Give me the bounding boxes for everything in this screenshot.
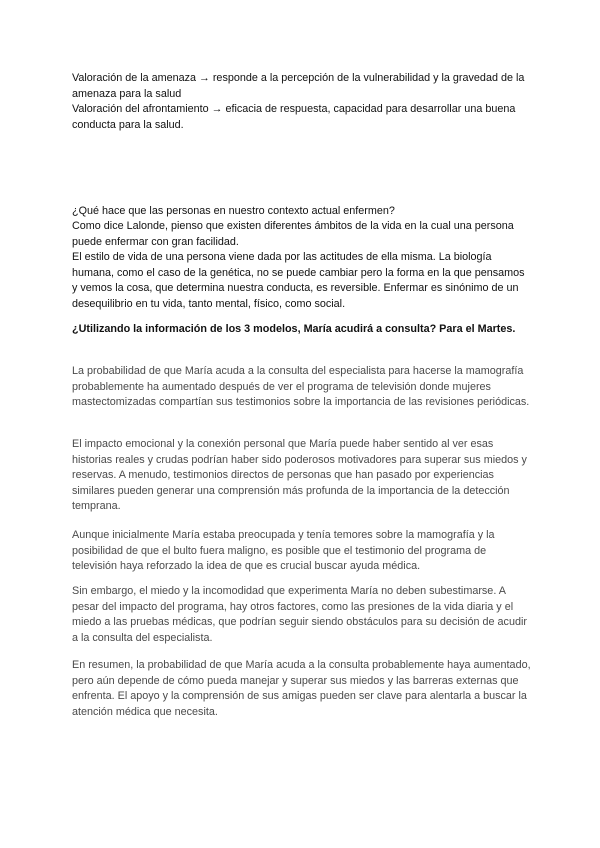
lalonde-paragraph: Como dice Lalonde, pienso que existen diferentes ámbitos de la vida en la cual una persona puede enfermar con gran facilidad.	[72, 220, 514, 248]
body-paragraph: Sin embargo, el miedo y la incomodidad que experimenta María no deben subestimarse. A pesar del impacto del programa, hay otros factores, como las presiones de la vida diaria y el miedo a las pruebas médicas, que podrían seguir siendo obstáculos para su decisión de acudir a la consulta del especialista.	[72, 585, 527, 644]
threat-appraisal-text: Valoración de la amenaza → responde a la percepción de la vulnerabilidad y la gravedad de la amenaza para la salud	[72, 72, 525, 100]
body-paragraph: El impacto emocional y la conexión personal que María puede haber sentido al ver esas historias reales y crudas podrían haber sido poderosos motivadores para superar sus miedos y reservas. A menudo, testimonios directos de personas que han pasado por experiencias similares pueden generar una comprensión más profunda de la importancia de la detección temprana.	[72, 438, 527, 512]
question-heading: ¿Qué hace que las personas en nuestro contexto actual enfermen?	[72, 205, 395, 217]
lifestyle-paragraph: El estilo de vida de una persona viene dada por las actitudes de ella misma. La biología humana, como el caso de la genética, no se puede cambiar pero la forma en la que pensamos y vemos la cosa, que determina nuestra conducta, es reversible. Enfermar es sinónimo de un desequilibrio en tu vida, tanto mental, físico, como social.	[72, 251, 525, 310]
body-paragraph: En resumen, la probabilidad de que María acuda a la consulta probablemente haya aumentado, pero aún depende de cómo pueda manejar y superar sus miedos y las barreras externas que enfrenta. El apoyo y la comprensión de sus amigas pueden ser clave para alentarla a buscar la atención médica que necesita.	[72, 659, 531, 718]
section-heading: ¿Utilizando la información de los 3 modelos, María acudirá a consulta? Para el Martes.	[72, 323, 516, 335]
body-paragraph: Aunque inicialmente María estaba preocupada y tenía temores sobre la mamografía y la posibilidad de que el bulto fuera maligno, es posible que el testimonio del programa de televisión haya reforzado la idea de que es crucial buscar ayuda médica.	[72, 529, 495, 572]
body-paragraph: La probabilidad de que María acuda a la consulta del especialista para hacerse la mamografía probablemente ha aumentado después de ver el programa de televisión donde mujeres mastectomizadas compartían sus testimonios sobre la importancia de las revisiones periódicas.	[72, 365, 530, 408]
coping-appraisal-text: Valoración del afrontamiento → eficacia de respuesta, capacidad para desarrollar una buena conducta para la salud.	[72, 103, 516, 131]
